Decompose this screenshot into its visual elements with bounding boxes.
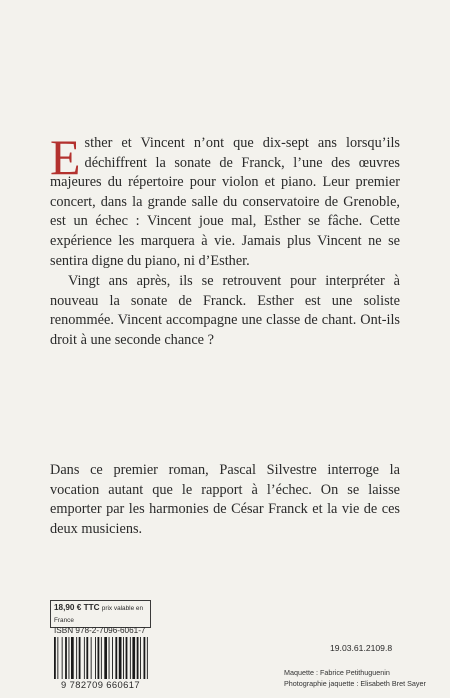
barcode-bar <box>123 637 124 681</box>
blurb-paragraph-1-text: sther et Vincent n’ont que dix-sept ans lorsqu’ils déchiffrent la sonate de Franck, l’une des œuvres majeures du répertoire pour violon et piano. Leur premier concert, dans la grande salle du conservatoire de Grenoble, est un échec : Vincent joue mal, Esther se fâche. Cette expérience les marquera à vie. Jamais plus Vincent ne se sentira digne du piano, ni d’Esther. <box>50 135 400 269</box>
blurb-paragraph-3: Dans ce premier roman, Pascal Silvestre interroge la vocation autant que le rapport à l’échec. On se laisse emporter par les harmonies de César Franck et la vie de ces deux musiciens. <box>50 462 400 537</box>
price: 18,90 € TTC <box>54 603 100 612</box>
barcode-bar <box>91 637 92 681</box>
barcode-bar <box>137 637 139 681</box>
barcode-bar <box>57 637 58 681</box>
barcode-bar <box>104 637 107 681</box>
barcode-bar <box>62 637 63 681</box>
price-box <box>50 600 151 635</box>
barcode-bar <box>126 637 128 681</box>
barcode-bar <box>130 637 131 681</box>
barcode-bars <box>50 637 151 683</box>
barcode-bar <box>54 637 56 681</box>
barcode-bar <box>140 637 141 681</box>
print-code: 19.03.61.2109.8 <box>330 643 393 653</box>
barcode <box>50 637 151 683</box>
barcode-bar <box>112 637 113 681</box>
credits <box>284 668 426 689</box>
blurb-paragraph-1 <box>50 129 400 271</box>
barcode-bar <box>109 637 110 681</box>
barcode-bar <box>147 637 148 681</box>
barcode-digits: 9 782709 660617 <box>50 679 151 690</box>
price-note: prix valable en France <box>54 605 144 624</box>
barcode-bar <box>69 637 70 681</box>
barcode-bar <box>98 637 100 681</box>
barcode-bar <box>84 637 85 681</box>
barcode-bar <box>119 637 122 681</box>
barcode-bar <box>71 637 74 681</box>
blurb-paragraph-2: Vingt ans après, ils se retrouvent pour interpréter à nouveau la sonate de Franck. Esther est une soliste renommée. Vincent accompagne une classe de chant. Ont-ils droit à une seconde chance ? <box>50 273 400 348</box>
barcode-bar <box>79 637 81 681</box>
barcode-bar <box>76 637 77 681</box>
barcode-bar <box>101 637 102 681</box>
barcode-bar <box>144 637 146 681</box>
credit-layout: Maquette : Fabrice Petithuguenin <box>284 668 390 677</box>
isbn: ISBN 978-2-7096-6061-7 <box>54 626 146 635</box>
drop-cap: E <box>50 129 81 185</box>
barcode-bar <box>95 637 96 681</box>
barcode-bar <box>115 637 117 681</box>
barcode-bar <box>86 637 88 681</box>
barcode-bar <box>65 637 67 681</box>
barcode-bar <box>132 637 135 681</box>
credit-photo: Photographie jaquette : Elisabeth Bret Sayer <box>284 678 426 688</box>
